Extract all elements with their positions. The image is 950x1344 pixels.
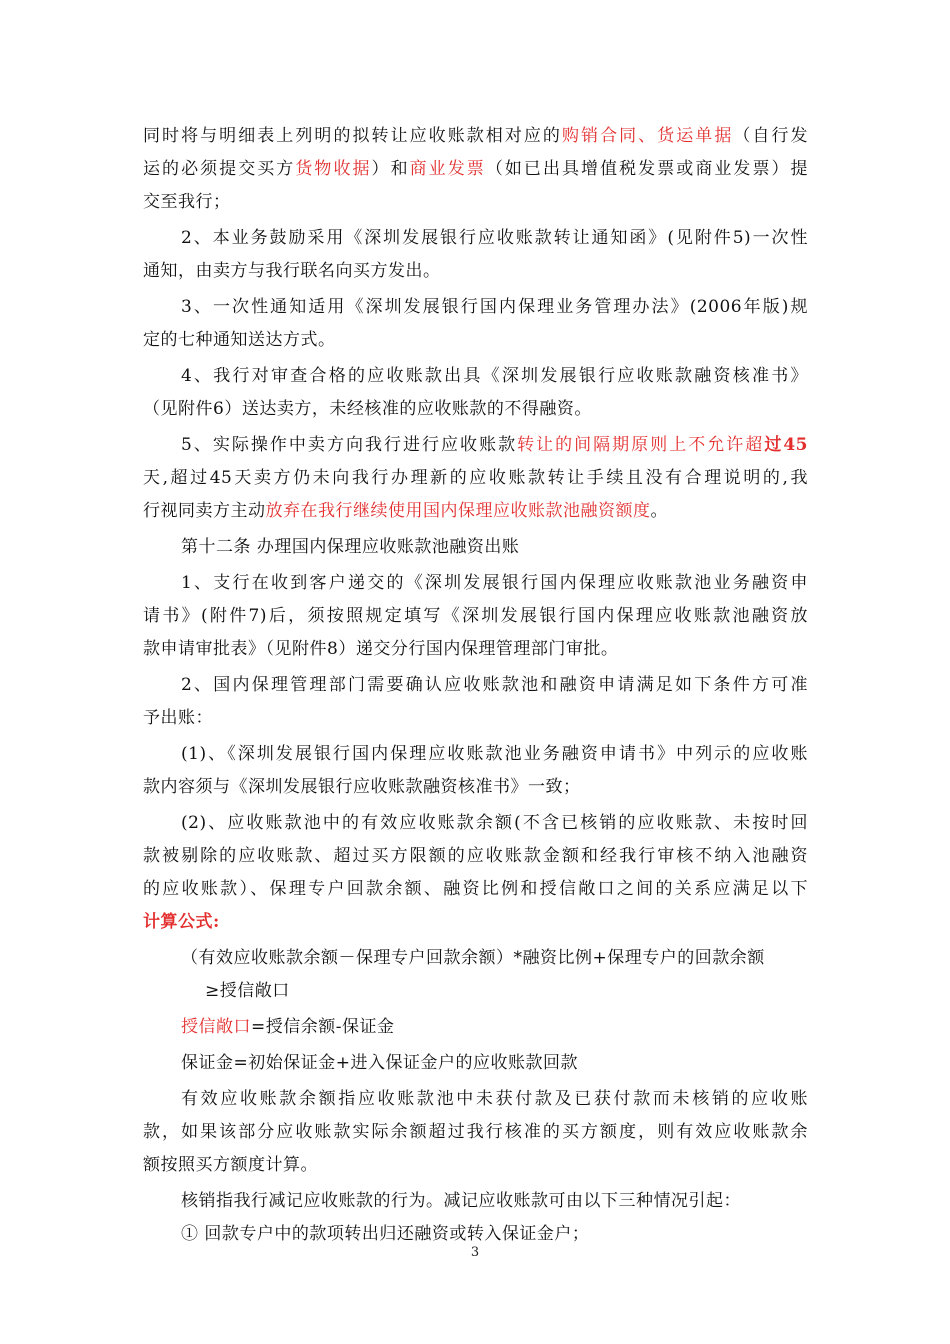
paragraph-line xyxy=(143,771,808,804)
paragraph-line xyxy=(143,1185,808,1218)
paragraph-line xyxy=(143,153,808,186)
section-heading xyxy=(143,531,808,564)
highlighted-text: 商业发票 xyxy=(409,159,486,179)
text-segment: 款被剔除的应收账款、超过买方限额的应收账款金额和经我行审核不纳入池融资 xyxy=(143,846,808,866)
text-segment: 定的七种通知送达方式。 xyxy=(143,330,336,350)
text-segment: 天,超过45天卖方仍未向我行办理新的应收账款转让手续且没有合理说明的,我 xyxy=(143,468,808,488)
document-body xyxy=(143,120,808,1251)
paragraph-line xyxy=(143,186,808,219)
paragraph-line xyxy=(143,393,808,426)
paragraph-line xyxy=(143,360,808,393)
text-segment: 2、国内保理管理部门需要确认应收账款池和融资申请满足如下条件方可准 xyxy=(181,675,808,695)
formula-line xyxy=(143,942,808,975)
text-segment: 2、本业务鼓励采用《深圳发展银行应收账款转让通知函》(见附件5)一次性 xyxy=(181,228,808,248)
text-segment: 4、我行对审查合格的应收账款出具《深圳发展银行应收账款融资核准书》 xyxy=(181,366,808,386)
paragraph-line xyxy=(143,840,808,873)
formula-line xyxy=(143,1011,808,1044)
text-segment: 交至我行； xyxy=(143,192,231,212)
text-segment: （如已出具增值税发票或商业发票）提 xyxy=(485,159,808,179)
paragraph-line xyxy=(143,1116,808,1149)
text-segment: 3、一次性通知适用《深圳发展银行国内保理业务管理办法》(2006年版)规 xyxy=(181,297,808,317)
paragraph-line xyxy=(143,702,808,735)
text-segment: 的应收账款）、保理专户回款余额、融资比例和授信敞口之间的关系应满足以下 xyxy=(143,879,808,899)
text-segment: （见附件6）送达卖方，未经核准的应收账款的不得融资。 xyxy=(143,399,592,419)
paragraph-line xyxy=(143,222,808,255)
highlighted-text: 授信敞口 xyxy=(181,1017,251,1037)
paragraph-line xyxy=(143,120,808,153)
highlighted-text: 转让的间隔期原则上不允许超 xyxy=(517,435,765,455)
text-segment: （有效应收账款余额－保理专户回款余额）*融资比例+保理专户的回款余额 xyxy=(181,948,765,968)
paragraph-line xyxy=(143,873,808,906)
paragraph-line xyxy=(143,1149,808,1182)
paragraph-line xyxy=(143,291,808,324)
text-segment: 第十二条 办理国内保理应收账款池融资出账 xyxy=(181,537,520,557)
paragraph-line xyxy=(143,429,808,462)
text-segment: 有效应收账款余额指应收账款池中未获付款及已获付款而未核销的应收账 xyxy=(181,1089,808,1109)
highlighted-text: 购销合同、货运单据 xyxy=(561,126,734,146)
text-segment: 保证金=初始保证金+进入保证金户的应收账款回款 xyxy=(181,1053,578,1073)
text-segment: ≥授信敞口 xyxy=(205,981,290,1001)
text-segment: 运的必须提交买方 xyxy=(143,159,296,179)
text-segment: 5、实际操作中卖方向我行进行应收账款 xyxy=(181,435,518,455)
paragraph-line xyxy=(143,633,808,666)
formula-line xyxy=(143,975,808,1008)
page-number: 3 xyxy=(470,1245,480,1260)
text-segment: 1、支行在收到客户递交的《深圳发展银行国内保理应收账款池业务融资申 xyxy=(181,573,808,593)
text-segment: 行视同卖方主动 xyxy=(143,501,266,521)
highlighted-text: 放弃在我行继续使用国内保理应收账款池融资额度 xyxy=(265,501,651,521)
highlighted-text: 货物收据 xyxy=(295,159,372,179)
text-segment: 款，如果该部分应收账款实际余额超过我行核准的买方额度，则有效应收账款余 xyxy=(143,1122,808,1142)
paragraph-line xyxy=(143,567,808,600)
paragraph-line xyxy=(143,495,808,528)
formula-line xyxy=(143,1047,808,1080)
highlighted-text: 过45 xyxy=(764,435,808,455)
text-segment: 核销指我行减记应收账款的行为。减记应收账款可由以下三种情况引起： xyxy=(181,1191,741,1211)
paragraph-line xyxy=(143,807,808,840)
text-segment: 。 xyxy=(650,501,668,521)
text-segment: 请书》(附件7)后，须按照规定填写《深圳发展银行国内保理应收账款池融资放 xyxy=(143,606,808,626)
paragraph-line xyxy=(143,255,808,288)
paragraph-line xyxy=(143,738,808,771)
text-segment: (2)、应收账款池中的有效应收账款余额(不含已核销的应收账款、未按时回 xyxy=(181,813,808,833)
text-segment: 予出账： xyxy=(143,708,213,728)
formula-label xyxy=(143,906,808,939)
paragraph-line xyxy=(143,600,808,633)
paragraph-line xyxy=(143,669,808,702)
text-segment: 额按照买方额度计算。 xyxy=(143,1155,318,1175)
paragraph-line xyxy=(143,324,808,357)
text-segment: 同时将与明细表上列明的拟转让应收账款相对应的 xyxy=(143,126,562,146)
text-segment: ① 回款专户中的款项转出归还融资或转入保证金户； xyxy=(181,1224,590,1244)
text-segment: 款申请审批表》（见附件8）递交分行国内保理管理部门审批。 xyxy=(143,639,619,659)
text-segment: ）和 xyxy=(371,159,410,179)
paragraph-line xyxy=(143,1083,808,1116)
text-segment: （自行发 xyxy=(733,126,808,146)
text-segment: (1)、《深圳发展银行国内保理应收账款池业务融资申请书》中列示的应收账 xyxy=(181,744,808,764)
text-segment: =授信余额-保证金 xyxy=(251,1017,395,1037)
text-segment: 通知，由卖方与我行联名向买方发出。 xyxy=(143,261,441,281)
highlighted-text: 计算公式: xyxy=(143,912,220,932)
text-segment: 款内容须与《深圳发展银行应收账款融资核准书》一致； xyxy=(143,777,581,797)
paragraph-line xyxy=(143,462,808,495)
